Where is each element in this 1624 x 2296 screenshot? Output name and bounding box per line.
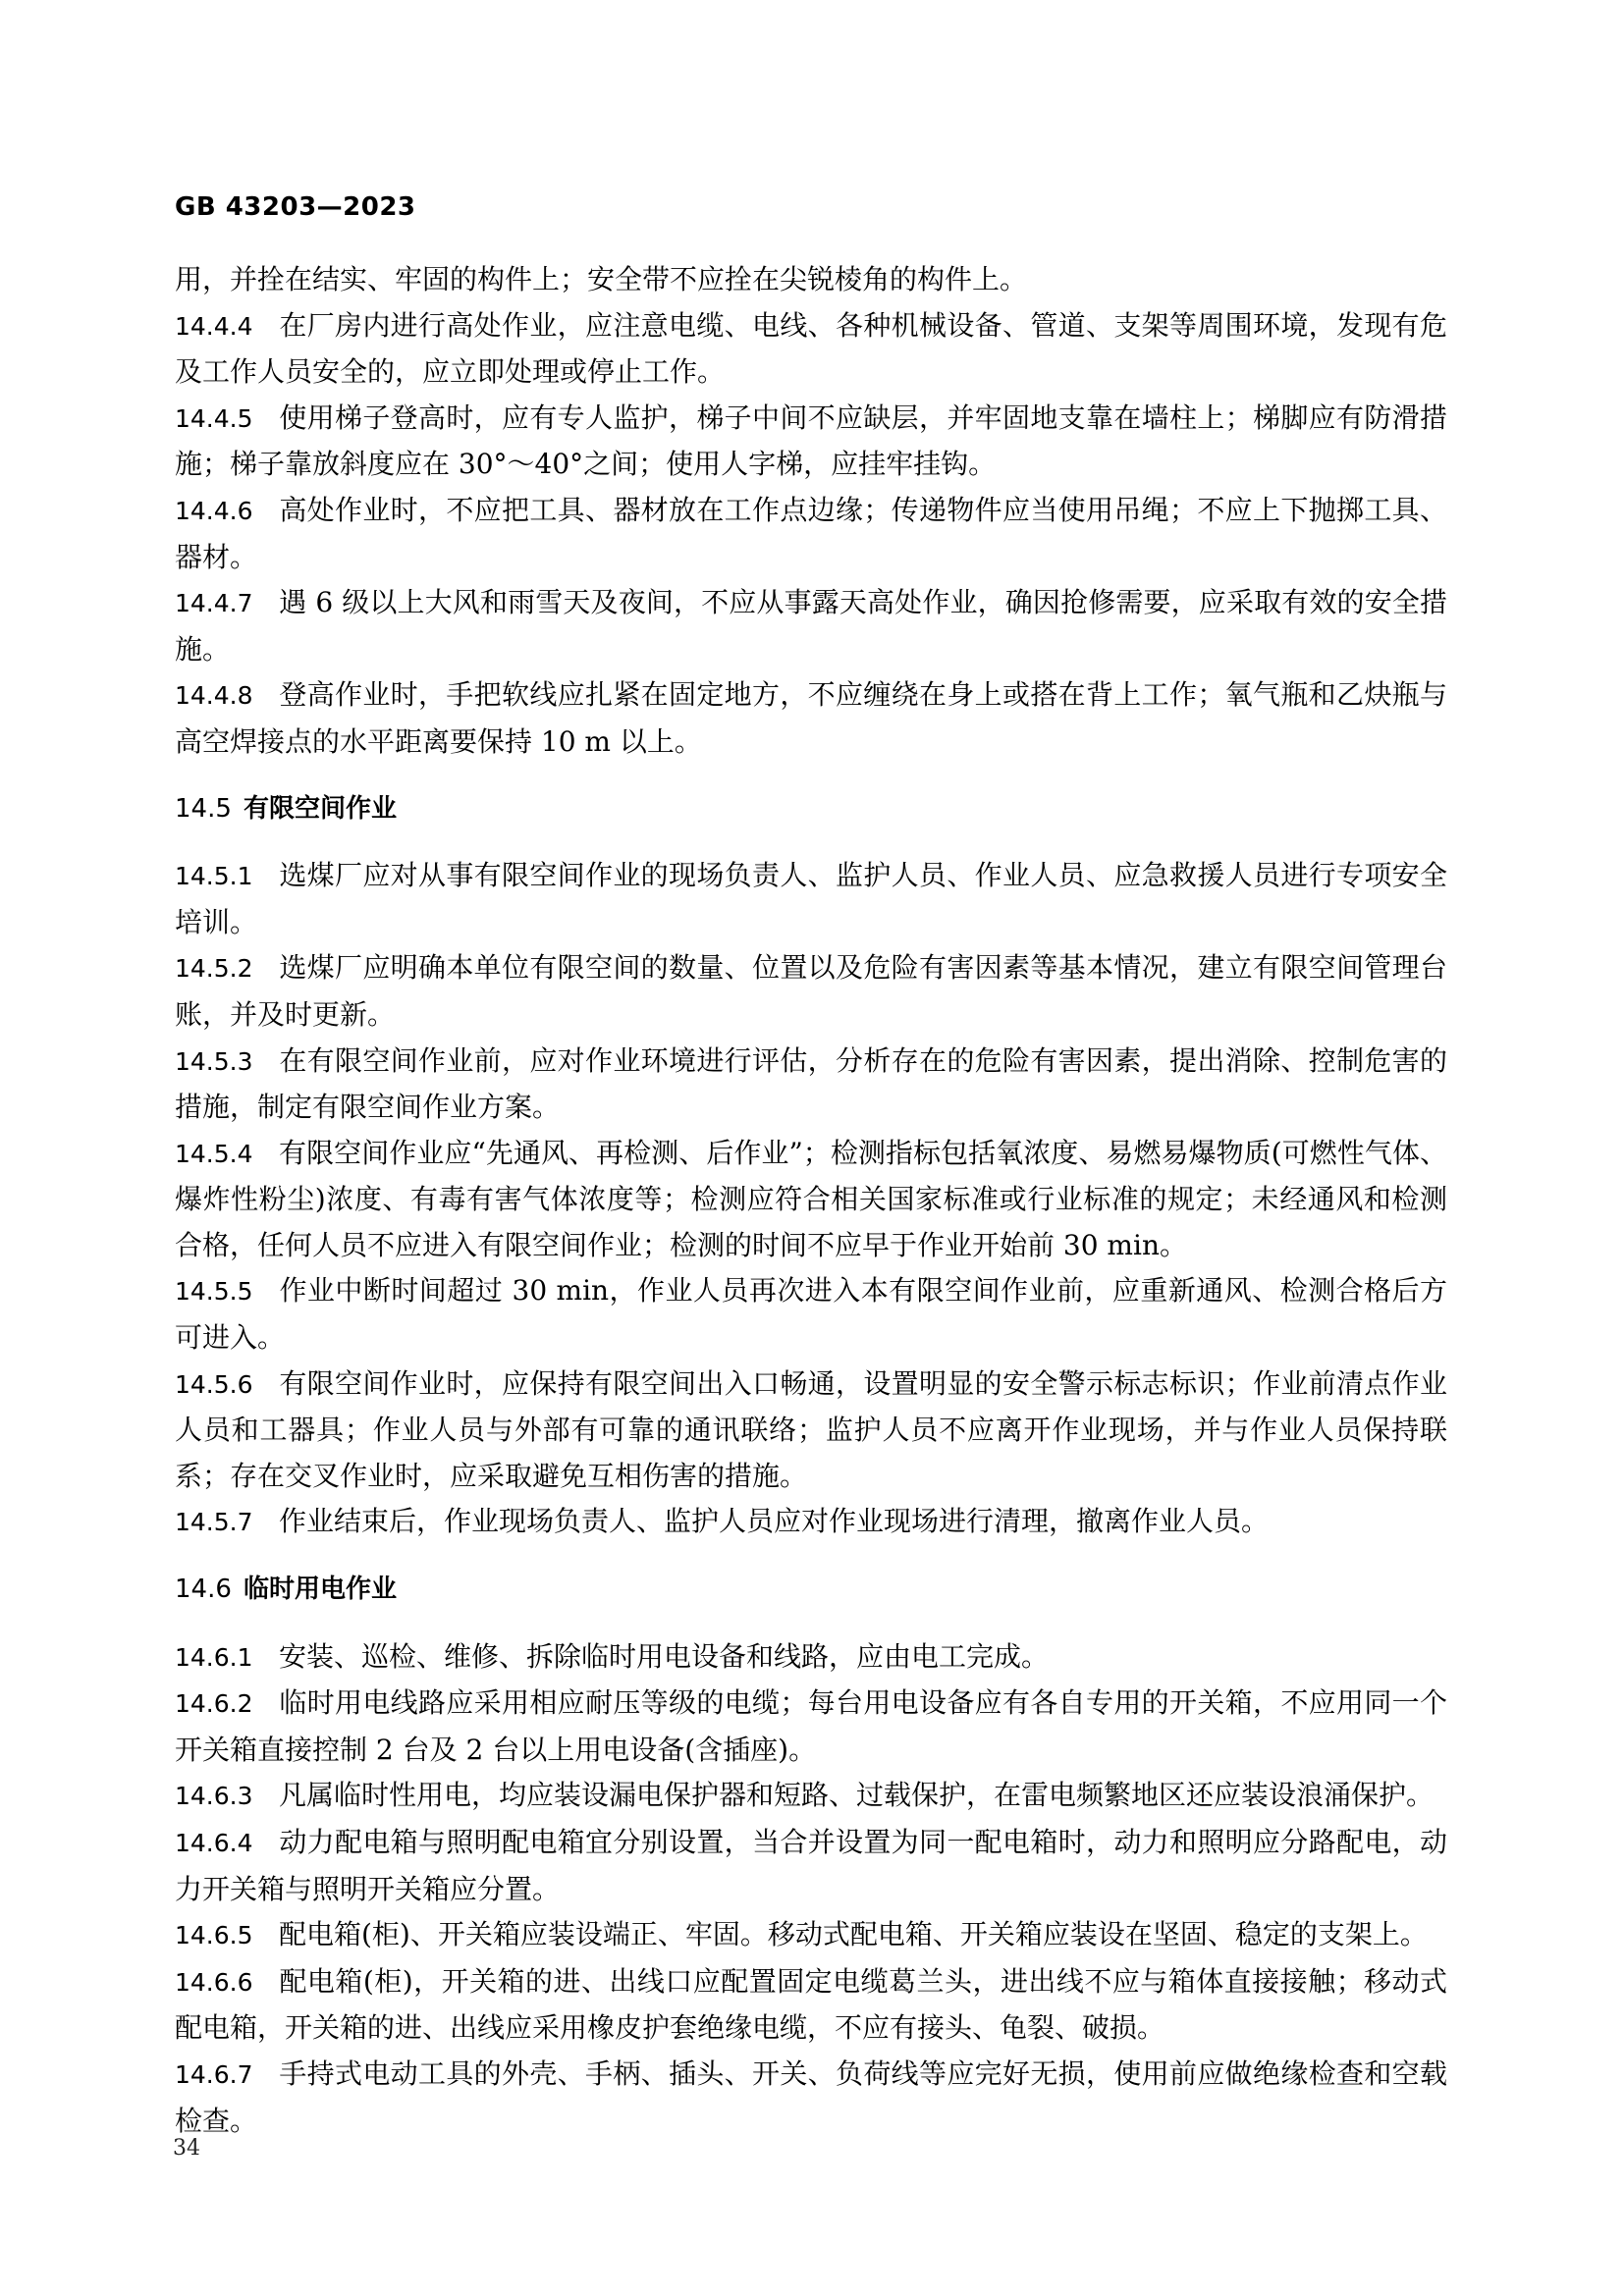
standard-number: GB 43203—2023: [175, 192, 416, 222]
clause-text: 选煤厂应对从事有限空间作业的现场负责人、监护人员、作业人员、应急救援人员进行专项安全培训。: [175, 859, 1447, 938]
clause-text: 高处作业时，不应把工具、器材放在工作点边缘；传递物件应当使用吊绳；不应上下抛掷工具、器材。: [175, 493, 1447, 573]
clause-number: 14.4.7: [175, 589, 253, 618]
document-body: [175, 257, 1447, 2144]
clause-14-6-7: [175, 2052, 1447, 2144]
clause-text: 有限空间作业时，应保持有限空间出入口畅通，设置明显的安全警示标志标识；作业前清点作业人员和工器具；作业人员与外部有可靠的通讯联络；监护人员不应离开作业现场，并与作业人员保持联系；存在交叉作业时，应采取避免互相伤害的措施。: [175, 1366, 1447, 1492]
clause-number: 14.5.3: [175, 1046, 253, 1076]
clause-text: 在有限空间作业前，应对作业环境进行评估，分析存在的危险有害因素，提出消除、控制危害的措施，制定有限空间作业方案。: [175, 1043, 1447, 1124]
clause-14-6-6: [175, 1959, 1447, 2052]
clause-14-4-6: [175, 488, 1447, 580]
clause-14-5-4: [175, 1131, 1447, 1269]
clause-number: 14.5.7: [175, 1508, 253, 1537]
clause-14-5-5: [175, 1268, 1447, 1361]
clause-number: 14.6.3: [175, 1782, 253, 1811]
clause-text: 有限空间作业应“先通风、再检测、后作业”；检测指标包括氧浓度、易燃易爆物质(可燃性气体、爆炸性粉尘)浓度、有毒有害气体浓度等；检测应符合相关国家标准或行业标准的规定；未经通风和检测合格，任何人员不应进入有限空间作业；检测的时间不应早于作业开始前 30 min。: [175, 1136, 1447, 1261]
clause-14-5-2: [175, 945, 1447, 1038]
clause-text: 安装、巡检、维修、拆除临时用电设备和线路，应由电工完成。: [279, 1639, 1050, 1673]
clause-14-4-4: [175, 303, 1447, 396]
clause-number: 14.4.5: [175, 403, 253, 433]
clause-text: 手持式电动工具的外壳、手柄、插头、开关、负荷线等应完好无损，使用前应做绝缘检查和空载检查。: [175, 2056, 1447, 2137]
clause-14-5-7: [175, 1499, 1447, 1546]
clause-14-6-5: [175, 1912, 1447, 1959]
clause-number: 14.4.4: [175, 311, 253, 341]
clause-text: 在厂房内进行高处作业，应注意电缆、电线、各种机械设备、管道、支架等周围环境，发现有危及工作人员安全的，应立即处理或停止工作。: [175, 308, 1447, 389]
clause-14-6-4: [175, 1820, 1447, 1912]
clause-text: 配电箱(柜)、开关箱应装设端正、牢固。移动式配电箱、开关箱应装设在坚固、稳定的支架上。: [279, 1918, 1428, 1951]
section-number: 14.6: [175, 1575, 232, 1605]
clause-text: 选煤厂应明确本单位有限空间的数量、位置以及危险有害因素等基本情况，建立有限空间管理台账，并及时更新。: [175, 951, 1447, 1031]
clause-text: 临时用电线路应采用相应耐压等级的电缆；每台用电设备应有各自专用的开关箱，不应用同一个开关箱直接控制 2 台及 2 台以上用电设备(含插座)。: [175, 1686, 1447, 1766]
clause-14-5-1: [175, 853, 1447, 945]
clause-number: 14.6.2: [175, 1689, 253, 1719]
clause-text: 使用梯子登高时，应有专人监护，梯子中间不应缺层，并牢固地支靠在墙柱上；梯脚应有防滑措施；梯子靠放斜度应在 30°～40°之间；使用人字梯，应挂牢挂钩。: [175, 400, 1447, 481]
clause-number: 14.6.1: [175, 1642, 253, 1672]
section-title: 临时用电作业: [244, 1575, 398, 1605]
clause-14-4-8: [175, 672, 1447, 765]
clause-number: 14.4.6: [175, 496, 253, 525]
clause-number: 14.5.4: [175, 1139, 253, 1168]
clause-text: 配电箱(柜)，开关箱的进、出线口应配置固定电缆葛兰头，进出线不应与箱体直接接触；移动式配电箱，开关箱的进、出线应采用橡皮护套绝缘电缆，不应有接头、龟裂、破损。: [175, 1964, 1447, 2045]
page-number: 34: [173, 2136, 200, 2161]
clause-number: 14.5.5: [175, 1277, 253, 1307]
clause-text: 动力配电箱与照明配电箱宜分别设置，当合并设置为同一配电箱时，动力和照明应分路配电，动力开关箱与照明开关箱应分置。: [175, 1826, 1447, 1905]
clause-text: 登高作业时，手把软线应扎紧在固定地方，不应缠绕在身上或搭在背上工作；氧气瓶和乙炔瓶与高空焊接点的水平距离要保持 10 m 以上。: [175, 678, 1447, 758]
clause-14-5-6: [175, 1362, 1447, 1500]
clause-14-4-7: [175, 580, 1447, 672]
clause-number: 14.5.6: [175, 1369, 253, 1399]
clause-number: 14.5.2: [175, 954, 253, 984]
clause-14-6-2: [175, 1681, 1447, 1773]
clause-14-6-1: [175, 1634, 1447, 1682]
clause-number: 14.6.6: [175, 1967, 253, 1997]
clause-number: 14.6.5: [175, 1921, 253, 1950]
clause-number: 14.6.7: [175, 2059, 253, 2089]
clause-text: 遇 6 级以上大风和雨雪天及夜间，不应从事露天高处作业，确因抢修需要，应采取有效的安全措施。: [175, 586, 1447, 666]
clause-number: 14.5.1: [175, 862, 253, 891]
clause-text: 凡属临时性用电，均应装设漏电保护器和短路、过载保护，在雷电频繁地区还应装设浪涌保护。: [279, 1779, 1435, 1812]
section-title: 有限空间作业: [244, 793, 398, 824]
clause-14-5-3: [175, 1039, 1447, 1131]
continuation-paragraph: 用，并拴在结实、牢固的构件上；安全带不应拴在尖锐棱角的构件上。: [175, 263, 1028, 295]
section-heading-14-5: [175, 786, 1447, 832]
clause-text: 作业中断时间超过 30 min，作业人员再次进入本有限空间作业前，应重新通风、检测合格后方可进入。: [175, 1274, 1447, 1355]
clause-number: 14.4.8: [175, 681, 253, 711]
section-heading-14-6: [175, 1567, 1447, 1613]
clause-14-4-5: [175, 396, 1447, 488]
clause-14-6-3: [175, 1773, 1447, 1820]
clause-text: 作业结束后，作业现场负责人、监护人员应对作业现场进行清理，撤离作业人员。: [279, 1505, 1270, 1538]
section-number: 14.5: [175, 793, 232, 824]
clause-number: 14.6.4: [175, 1829, 253, 1857]
